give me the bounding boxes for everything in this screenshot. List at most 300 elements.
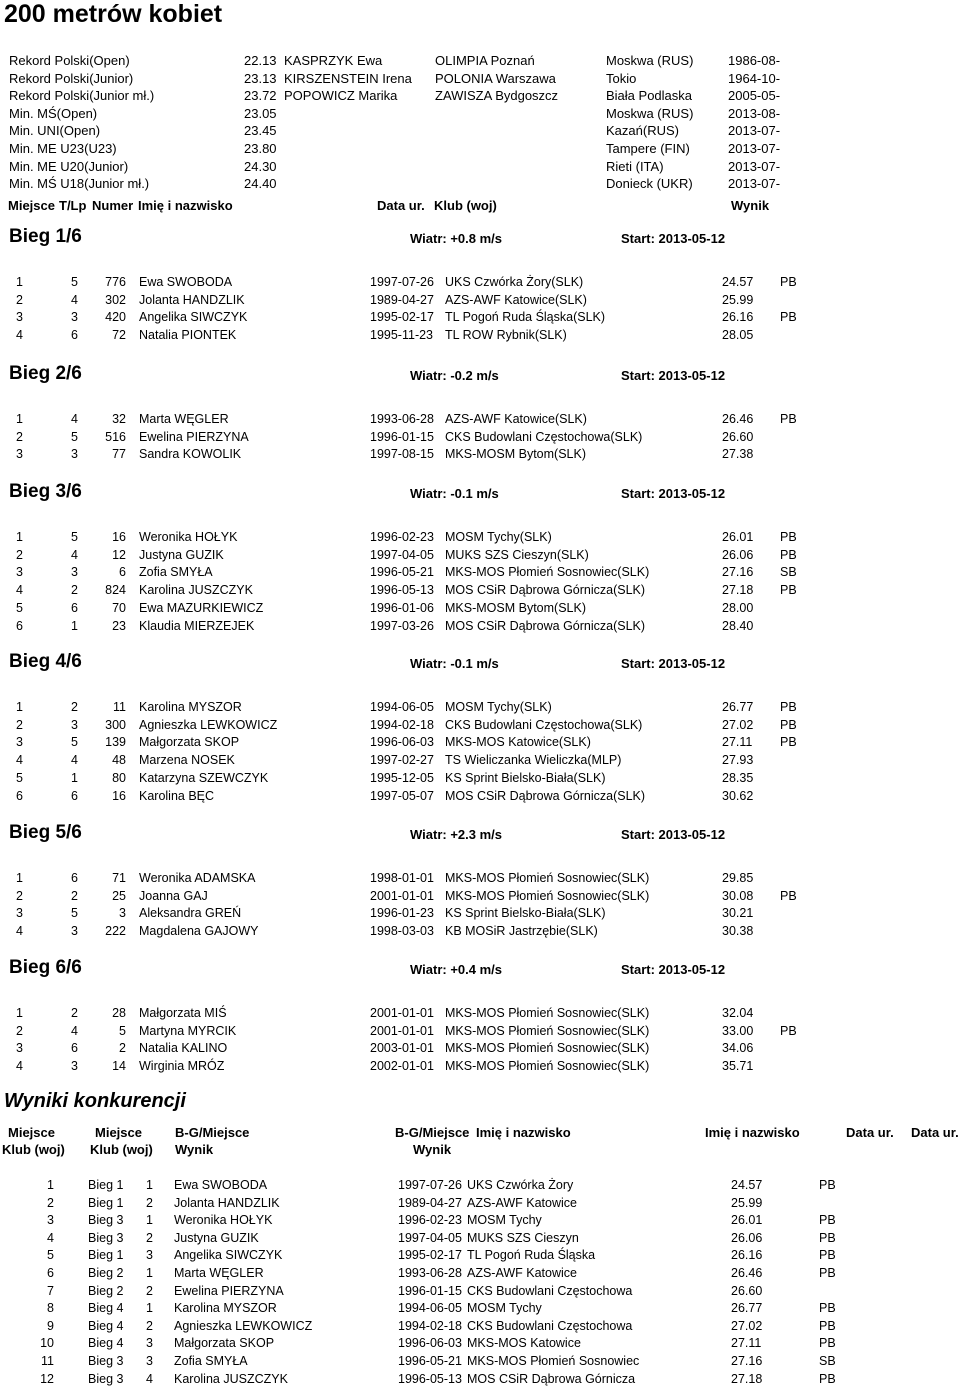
- heat-row-name: Justyna GUZIK: [139, 547, 224, 562]
- summary-result: 26.60: [731, 1283, 763, 1298]
- summary-dob: 1996-01-15: [398, 1283, 462, 1298]
- heat-row-lane: 3: [71, 1059, 78, 1074]
- heat-row-place: 6: [16, 788, 23, 803]
- heat-row-note: PB: [780, 275, 797, 289]
- heat-row-dob: 1996-01-23: [370, 906, 434, 921]
- heat-row-place: 1: [16, 530, 23, 544]
- summary-heat: Bieg 3: [88, 1354, 124, 1368]
- heat-title: Bieg 5/6: [9, 822, 82, 843]
- heat-row-dob: 1989-04-27: [370, 292, 434, 307]
- summary-place: 11: [41, 1354, 54, 1368]
- heat-row-club: KB MOSiR Jastrzębie(SLK): [445, 924, 598, 939]
- heat-row-club: KS Sprint Bielsko-Biała(SLK): [445, 770, 606, 785]
- summary-header-cell: Wynik: [413, 1142, 452, 1157]
- heat-row-dob: 1993-06-28: [370, 412, 434, 426]
- summary-heat: Bieg 1: [88, 1178, 124, 1192]
- record-label: Rekord Polski(Open): [9, 53, 130, 68]
- heat-row-dob: 1996-05-13: [370, 583, 434, 598]
- heat-title: Bieg 4/6: [9, 651, 82, 672]
- heat-row-club: TL ROW Rybnik(SLK): [445, 328, 567, 343]
- summary-club: MOSM Tychy: [467, 1213, 542, 1228]
- heat-row-dob: 1997-05-07: [370, 788, 434, 803]
- heat-row-place: 4: [16, 753, 23, 768]
- summary-heat: Bieg 4: [88, 1336, 124, 1351]
- heat-row-number: 16: [112, 788, 126, 803]
- heat-row-number: 77: [112, 447, 126, 462]
- heat-row-number: 80: [112, 770, 126, 785]
- heat-row-club: TL Pogoń Ruda Śląska(SLK): [445, 310, 606, 325]
- heat-row-result: 30.21: [722, 906, 754, 921]
- heat-start: Start: 2013-05-12: [621, 368, 726, 383]
- heat-row-place: 2: [16, 888, 23, 903]
- heat-row-place: 6: [16, 618, 23, 633]
- summary-header-cell: Imię i nazwisko: [705, 1125, 800, 1140]
- heat-row-place: 4: [16, 328, 23, 343]
- summary-heat: Bieg 4: [88, 1318, 124, 1333]
- summary-heat-place: 2: [146, 1230, 153, 1245]
- summary-place: 5: [47, 1248, 54, 1263]
- summary-name: Weronika HOŁYK: [174, 1213, 273, 1228]
- heat-row-note: PB: [780, 700, 797, 714]
- summary-note: PB: [819, 1266, 836, 1280]
- heat-row-number: 23: [112, 618, 126, 633]
- col-dob: Data ur.: [377, 198, 425, 213]
- summary-note: PB: [819, 1178, 836, 1192]
- record-result: 24.30: [244, 158, 277, 174]
- record-label: Min. MŚ U18(Junior mł.): [9, 176, 150, 192]
- summary-note: PB: [819, 1248, 836, 1263]
- heat-row-number: 12: [112, 547, 126, 562]
- record-label: Min. ME U20(Junior): [9, 158, 129, 174]
- summary-name: Agnieszka LEWKOWICZ: [174, 1318, 313, 1333]
- summary-dob: 1996-06-03: [398, 1336, 462, 1351]
- heat-row-result: 26.60: [722, 429, 754, 444]
- summary-result: 27.11: [731, 1336, 762, 1351]
- heat-row-note: PB: [780, 530, 797, 544]
- record-holder: KIRSZENSTEIN Irena: [284, 70, 412, 86]
- heat-row-note: SB: [780, 565, 797, 580]
- heat-row-number: 25: [112, 888, 126, 903]
- heat-row-place: 3: [16, 447, 23, 462]
- summary-name: Justyna GUZIK: [174, 1230, 259, 1245]
- heat-start: Start: 2013-05-12: [621, 827, 726, 842]
- heat-row-dob: 2001-01-01: [370, 1006, 434, 1020]
- heat-row-note: PB: [780, 547, 797, 562]
- record-club: POLONIA Warszawa: [435, 70, 556, 86]
- summary-heat-place: 1: [146, 1178, 153, 1192]
- col-lane: T/Lp: [59, 198, 87, 213]
- heat-row-result: 24.57: [722, 275, 754, 289]
- heat-row-club: MUKS SZS Cieszyn(SLK): [445, 547, 589, 562]
- heat-row-result: 26.16: [722, 310, 754, 325]
- heat-row-dob: 1994-02-18: [370, 717, 434, 732]
- heat-title: Bieg 3/6: [9, 481, 82, 502]
- record-place: Moskwa (RUS): [606, 53, 694, 68]
- summary-heat-place: 2: [146, 1283, 153, 1298]
- heat-row-name: Marzena NOSEK: [139, 753, 235, 768]
- summary-place: 10: [40, 1336, 54, 1351]
- heat-row-lane: 5: [71, 735, 78, 750]
- heat-row-club: TS Wieliczanka Wieliczka(MLP): [445, 753, 622, 768]
- heat-row-club: MKS-MOS Płomień Sosnowiec(SLK): [445, 1006, 650, 1020]
- heat-row-club: MKS-MOS Katowice(SLK): [445, 735, 591, 750]
- heat-row-lane: 2: [71, 888, 78, 903]
- heat-row-place: 1: [16, 1006, 23, 1020]
- heat-row-name: Klaudia MIERZEJEK: [139, 618, 255, 633]
- record-date: 2013-07-: [728, 158, 781, 174]
- heat-row-result: 30.38: [722, 924, 754, 939]
- summary-note: PB: [819, 1301, 836, 1316]
- summary-dob: 1994-06-05: [398, 1301, 462, 1316]
- heat-row-name: Natalia KALINO: [139, 1041, 228, 1056]
- summary-heat: Bieg 3: [88, 1371, 124, 1386]
- heat-row-name: Katarzyna SZEWCZYK: [139, 770, 269, 785]
- heat-row-number: 3: [119, 906, 126, 921]
- heat-row-name: Sandra KOWOLIK: [139, 447, 242, 462]
- heat-row-place: 1: [16, 412, 23, 426]
- summary-heat-place: 3: [146, 1354, 153, 1368]
- heat-row-dob: 1995-11-23: [370, 328, 434, 343]
- summary-note: PB: [819, 1213, 836, 1228]
- heat-row-number: 48: [112, 753, 126, 768]
- heat-row-place: 4: [16, 924, 23, 939]
- summary-header-cell: B-G/Miejsce: [395, 1125, 470, 1140]
- summary-result: 26.46: [731, 1266, 763, 1280]
- heat-row-lane: 2: [71, 1006, 78, 1020]
- heat-row-lane: 6: [71, 871, 78, 885]
- heat-row-lane: 4: [71, 547, 78, 562]
- summary-place: 8: [47, 1301, 54, 1316]
- summary-heat-place: 2: [146, 1318, 153, 1333]
- heat-row-lane: 1: [71, 770, 78, 785]
- heat-row-result: 27.02: [722, 717, 754, 732]
- summary-note: PB: [819, 1318, 836, 1333]
- heat-title: Bieg 6/6: [9, 957, 82, 978]
- summary-dob: 1997-07-26: [398, 1178, 462, 1192]
- summary-result: 26.16: [731, 1248, 763, 1263]
- heat-row-name: Natalia PIONTEK: [139, 328, 237, 343]
- record-date: 2013-07-: [728, 176, 781, 192]
- summary-header-cell: Wynik: [175, 1142, 214, 1157]
- summary-club: AZS-AWF Katowice: [467, 1195, 577, 1210]
- summary-header-cell: B-G/Miejsce: [175, 1125, 250, 1140]
- heat-row-club: AZS-AWF Katowice(SLK): [445, 292, 587, 307]
- heat-wind: Wiatr: +2.3 m/s: [410, 827, 503, 842]
- heat-row-dob: 1997-04-05: [370, 547, 434, 562]
- record-date: 2013-07-: [728, 141, 781, 156]
- record-place: Kazań(RUS): [606, 123, 679, 139]
- heat-row-club: MOS CSiR Dąbrowa Górnicza(SLK): [445, 618, 646, 633]
- heat-start: Start: 2013-05-12: [621, 962, 726, 977]
- record-label: Rekord Polski(Junior): [9, 70, 134, 86]
- summary-result: 25.99: [731, 1195, 763, 1210]
- heat-row-note: PB: [780, 717, 797, 732]
- heat-row-name: Joanna GAJ: [139, 888, 208, 903]
- summary-result: 27.16: [731, 1354, 763, 1368]
- summary-result: 26.01: [731, 1213, 763, 1228]
- summary-dob: 1996-05-21: [398, 1354, 462, 1368]
- heat-row-result: 26.46: [722, 412, 754, 426]
- col-number: Numer: [92, 198, 134, 213]
- heat-row-club: MKS-MOS Płomień Sosnowiec(SLK): [445, 565, 650, 580]
- heat-row-dob: 2002-01-01: [370, 1059, 434, 1074]
- heat-row-name: Magdalena GAJOWY: [139, 924, 259, 939]
- heat-row-place: 1: [16, 871, 23, 885]
- heat-row-note: PB: [780, 310, 797, 325]
- summary-note: PB: [819, 1230, 836, 1245]
- summary-heat: Bieg 2: [88, 1266, 124, 1280]
- col-club: Klub (woj): [434, 198, 497, 213]
- heat-row-club: MOSM Tychy(SLK): [445, 700, 552, 714]
- results-section-title: Wyniki konkurencji: [4, 1090, 186, 1112]
- summary-heat-place: 1: [146, 1266, 153, 1280]
- record-holder: POPOWICZ Marika: [284, 88, 398, 104]
- record-result: 23.72: [244, 88, 277, 104]
- heat-row-lane: 3: [71, 924, 78, 939]
- heat-row-place: 1: [16, 700, 23, 714]
- heat-row-name: Małgorzata MIŚ: [139, 1006, 227, 1020]
- record-date: 2005-05-: [728, 88, 781, 104]
- heat-row-name: Angelika SIWCZYK: [139, 310, 248, 325]
- heat-row-name: Ewa MAZURKIEWICZ: [139, 600, 264, 615]
- heat-row-dob: 2001-01-01: [370, 1023, 434, 1038]
- summary-dob: 1995-02-17: [398, 1248, 462, 1263]
- heat-row-result: 27.16: [722, 565, 754, 580]
- summary-club: MOSM Tychy: [467, 1301, 542, 1316]
- record-place: Rieti (ITA): [606, 158, 664, 174]
- heat-row-result: 28.40: [722, 618, 754, 633]
- heat-row-lane: 6: [71, 600, 78, 615]
- record-label: Min. UNI(Open): [9, 123, 101, 139]
- heat-row-result: 35.71: [722, 1059, 754, 1074]
- summary-heat: Bieg 2: [88, 1283, 124, 1298]
- summary-club: TL Pogoń Ruda Śląska: [467, 1248, 596, 1263]
- heat-row-place: 2: [16, 1023, 23, 1038]
- heat-row-number: 222: [105, 924, 126, 939]
- summary-heat: Bieg 4: [88, 1301, 124, 1316]
- record-place: Biała Podlaska: [606, 88, 692, 104]
- heat-row-result: 29.85: [722, 871, 754, 885]
- heat-row-lane: 3: [71, 565, 78, 580]
- heat-row-dob: 1996-01-06: [370, 600, 434, 615]
- heat-row-note: PB: [780, 583, 797, 598]
- heat-start: Start: 2013-05-12: [621, 656, 726, 671]
- heat-row-place: 2: [16, 429, 23, 444]
- heat-row-name: Karolina MYSZOR: [139, 700, 242, 714]
- heat-row-lane: 5: [71, 530, 78, 544]
- record-date: 1964-10-: [728, 70, 781, 86]
- heat-row-note: PB: [780, 1023, 797, 1038]
- summary-dob: 1993-06-28: [398, 1266, 462, 1280]
- summary-heat: Bieg 1: [88, 1248, 124, 1263]
- heat-row-number: 14: [112, 1059, 126, 1074]
- heat-row-number: 420: [105, 310, 126, 325]
- heat-wind: Wiatr: +0.8 m/s: [410, 231, 503, 246]
- heat-row-name: Karolina JUSZCZYK: [139, 583, 253, 598]
- summary-place: 7: [47, 1283, 54, 1298]
- heat-row-club: MKS-MOS Płomień Sosnowiec(SLK): [445, 871, 650, 885]
- summary-name: Ewelina PIERZYNA: [174, 1283, 284, 1298]
- heat-row-note: PB: [780, 412, 797, 426]
- heat-wind: Wiatr: -0.1 m/s: [410, 486, 499, 501]
- summary-name: Zofia SMYŁA: [174, 1354, 248, 1368]
- heat-row-club: MOS CSiR Dąbrowa Górnicza(SLK): [445, 583, 646, 598]
- heat-row-number: 28: [112, 1006, 126, 1020]
- heat-row-number: 6: [119, 565, 126, 580]
- summary-heat-place: 1: [146, 1301, 153, 1316]
- record-result: 24.40: [244, 176, 277, 192]
- heat-row-club: MKS-MOSM Bytom(SLK): [445, 447, 586, 462]
- summary-name: Karolina MYSZOR: [174, 1301, 277, 1316]
- summary-result: 27.18: [731, 1371, 763, 1386]
- heat-row-name: Agnieszka LEWKOWICZ: [139, 717, 278, 732]
- heat-row-dob: 1995-02-17: [370, 310, 434, 325]
- heat-row-result: 27.11: [722, 735, 753, 750]
- heat-row-place: 1: [16, 275, 23, 289]
- heat-row-dob: 1996-02-23: [370, 530, 434, 544]
- heat-row-number: 824: [105, 583, 126, 598]
- summary-heat: Bieg 1: [88, 1195, 124, 1210]
- heat-row-name: Ewa SWOBODA: [139, 275, 233, 289]
- heat-row-dob: 2001-01-01: [370, 888, 434, 903]
- heat-row-result: 26.01: [722, 530, 754, 544]
- heat-row-dob: 1997-02-27: [370, 753, 434, 768]
- heat-row-dob: 1996-05-21: [370, 565, 434, 580]
- heat-row-name: Zofia SMYŁA: [139, 565, 213, 580]
- summary-header-cell: Data ur.: [911, 1125, 959, 1140]
- summary-heat: Bieg 3: [88, 1213, 124, 1228]
- heat-row-dob: 1997-03-26: [370, 618, 434, 633]
- summary-header-cell: Klub (woj): [2, 1142, 65, 1157]
- summary-name: Ewa SWOBODA: [174, 1178, 268, 1192]
- heat-row-result: 32.04: [722, 1006, 754, 1020]
- summary-name: Karolina JUSZCZYK: [174, 1371, 288, 1386]
- heat-row-dob: 1996-06-03: [370, 735, 434, 750]
- heat-row-place: 3: [16, 565, 23, 580]
- summary-club: AZS-AWF Katowice: [467, 1266, 577, 1280]
- heat-row-dob: 2003-01-01: [370, 1041, 434, 1056]
- heat-row-lane: 4: [71, 292, 78, 307]
- summary-dob: 1996-02-23: [398, 1213, 462, 1228]
- heat-wind: Wiatr: +0.4 m/s: [410, 962, 503, 977]
- record-result: 23.45: [244, 123, 277, 139]
- heat-row-lane: 2: [71, 583, 78, 598]
- record-label: Min. ME U23(U23): [9, 141, 117, 156]
- heat-row-club: AZS-AWF Katowice(SLK): [445, 412, 587, 426]
- heat-row-name: Karolina BĘC: [139, 788, 215, 803]
- heat-row-name: Weronika HOŁYK: [139, 530, 238, 544]
- heat-row-place: 2: [16, 292, 23, 307]
- heat-row-club: KS Sprint Bielsko-Biała(SLK): [445, 906, 606, 921]
- heat-row-result: 27.93: [722, 753, 754, 768]
- record-date: 2013-08-: [728, 105, 781, 121]
- heat-row-club: MOSM Tychy(SLK): [445, 530, 552, 544]
- record-date: 1986-08-: [728, 53, 781, 68]
- heat-row-lane: 2: [71, 700, 78, 714]
- heat-row-result: 28.00: [722, 600, 754, 615]
- heat-row-lane: 3: [71, 310, 78, 325]
- heat-row-club: MKS-MOS Płomień Sosnowiec(SLK): [445, 888, 650, 903]
- heat-row-name: Marta WĘGLER: [139, 412, 229, 426]
- heat-row-note: PB: [780, 735, 797, 750]
- heat-row-number: 776: [105, 275, 126, 289]
- record-result: 22.13: [244, 53, 277, 68]
- heat-row-number: 70: [112, 600, 126, 615]
- heat-row-result: 27.38: [722, 447, 754, 462]
- record-holder: KASPRZYK Ewa: [284, 53, 383, 68]
- heat-row-result: 28.05: [722, 328, 754, 343]
- col-result: Wynik: [731, 198, 770, 213]
- heat-row-lane: 3: [71, 447, 78, 462]
- summary-place: 12: [40, 1371, 54, 1386]
- summary-note: SB: [819, 1354, 836, 1368]
- heat-row-number: 11: [113, 700, 126, 714]
- summary-heat: Bieg 3: [88, 1230, 124, 1245]
- summary-club: MKS-MOS Płomień Sosnowiec: [467, 1354, 640, 1368]
- summary-dob: 1994-02-18: [398, 1318, 462, 1333]
- heat-row-result: 26.77: [722, 700, 754, 714]
- heat-row-number: 32: [112, 412, 126, 426]
- heat-row-result: 28.35: [722, 770, 754, 785]
- heat-row-lane: 4: [71, 412, 78, 426]
- heat-row-result: 30.08: [722, 888, 754, 903]
- summary-place: 9: [47, 1318, 54, 1333]
- heat-row-number: 2: [119, 1041, 126, 1056]
- heat-row-name: Jolanta HANDZLIK: [139, 292, 245, 307]
- summary-heat-place: 2: [146, 1195, 153, 1210]
- record-result: 23.13: [244, 70, 277, 86]
- summary-result: 26.06: [731, 1230, 763, 1245]
- summary-place: 6: [47, 1266, 54, 1280]
- heat-row-name: Małgorzata SKOP: [139, 735, 240, 750]
- heat-row-result: 33.00: [722, 1023, 754, 1038]
- heat-row-club: UKS Czwórka Żory(SLK): [445, 275, 584, 289]
- record-club: OLIMPIA Poznań: [435, 53, 535, 68]
- heat-row-lane: 6: [71, 1041, 78, 1056]
- heat-row-lane: 1: [71, 618, 78, 633]
- heat-row-lane: 4: [71, 753, 78, 768]
- summary-heat-place: 1: [146, 1213, 153, 1228]
- heat-row-place: 3: [16, 906, 23, 921]
- summary-place: 3: [47, 1213, 54, 1228]
- summary-note: PB: [819, 1336, 836, 1351]
- record-club: ZAWISZA Bydgoszcz: [435, 88, 559, 104]
- heat-row-name: Weronika ADAMSKA: [139, 871, 256, 885]
- summary-result: 26.77: [731, 1301, 763, 1316]
- record-label: Rekord Polski(Junior mł.): [9, 88, 155, 104]
- heat-row-place: 4: [16, 583, 23, 598]
- summary-result: 24.57: [731, 1178, 763, 1192]
- heat-row-number: 139: [105, 735, 126, 750]
- heat-row-club: MOS CSiR Dąbrowa Górnicza(SLK): [445, 788, 646, 803]
- heat-row-place: 3: [16, 1041, 23, 1056]
- heat-row-result: 30.62: [722, 788, 754, 803]
- summary-result: 27.02: [731, 1318, 763, 1333]
- heat-row-number: 5: [119, 1023, 126, 1038]
- summary-place: 4: [47, 1230, 54, 1245]
- heat-row-dob: 1998-03-03: [370, 924, 434, 939]
- heat-row-lane: 4: [71, 1023, 78, 1038]
- heat-row-number: 71: [112, 871, 126, 885]
- summary-name: Jolanta HANDZLIK: [174, 1195, 280, 1210]
- record-place: Donieck (UKR): [606, 176, 693, 192]
- record-place: Tokio: [606, 70, 637, 86]
- col-name: Imię i nazwisko: [138, 198, 233, 213]
- record-label: Min. MŚ(Open): [9, 105, 98, 121]
- summary-club: MUKS SZS Cieszyn: [467, 1230, 579, 1245]
- summary-club: CKS Budowlani Częstochowa: [467, 1283, 633, 1298]
- heat-row-number: 16: [112, 530, 126, 544]
